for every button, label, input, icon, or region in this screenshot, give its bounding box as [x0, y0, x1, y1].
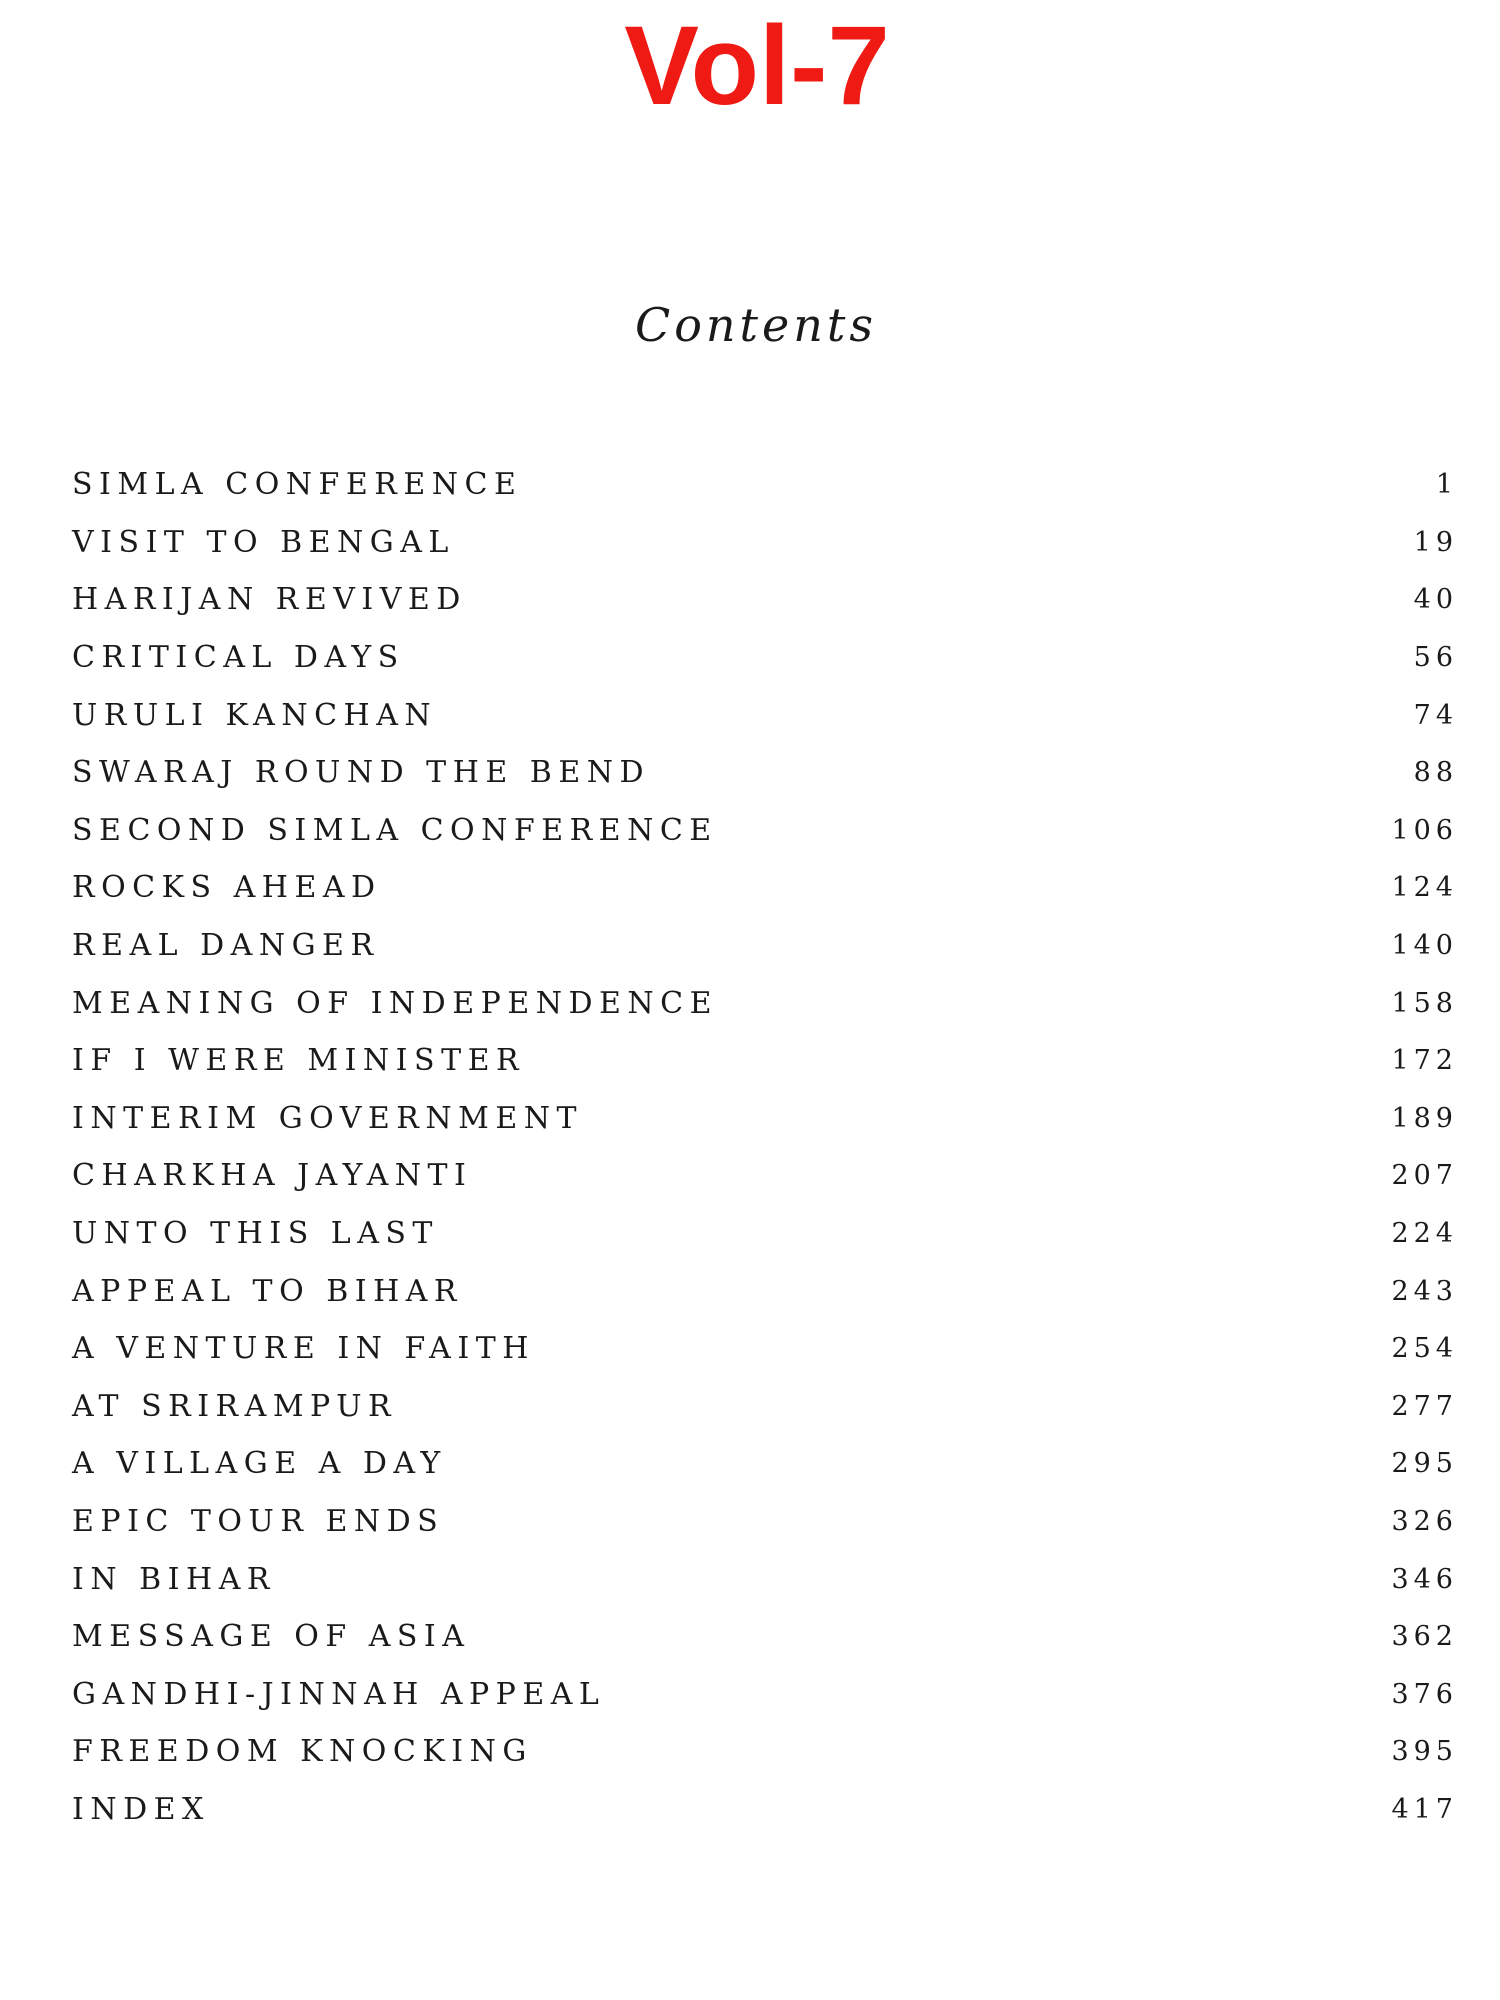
toc-entry: [72, 1205, 1458, 1263]
toc-entry-title: SIMLA CONFERENCE: [72, 467, 523, 503]
toc-entry-page-number: 140: [1391, 930, 1458, 962]
toc-entry-page-number: 106: [1391, 814, 1458, 846]
toc-entry-title: SECOND SIMLA CONFERENCE: [72, 812, 718, 848]
toc-entry-title: SWARAJ ROUND THE BEND: [72, 755, 651, 791]
toc-entry-title: CHARKHA JAYANTI: [72, 1158, 473, 1194]
toc-entry-page-number: 224: [1391, 1218, 1458, 1250]
toc-entry-page-number: 74: [1413, 699, 1458, 731]
toc-entry: [72, 1320, 1458, 1378]
toc-entry-page-number: 124: [1391, 872, 1458, 904]
toc-entry: [72, 1435, 1458, 1493]
toc-entry: [72, 456, 1458, 514]
toc-entry-page-number: 207: [1391, 1160, 1458, 1192]
toc-entry-title: IN BIHAR: [72, 1561, 276, 1597]
toc-entry-title: IF I WERE MINISTER: [72, 1043, 526, 1079]
toc-entry-page-number: 56: [1413, 642, 1458, 674]
toc-entry-title: MESSAGE OF ASIA: [72, 1619, 471, 1655]
toc-entry-title: A VILLAGE A DAY: [72, 1446, 447, 1482]
toc-entry: [72, 686, 1458, 744]
toc-entry-title: FREEDOM KNOCKING: [72, 1734, 533, 1770]
toc-entry: [72, 1090, 1458, 1148]
toc-entry-title: EPIC TOUR ENDS: [72, 1503, 445, 1539]
toc-entry-title: VISIT TO BENGAL: [72, 524, 455, 560]
table-of-contents: [72, 456, 1458, 1838]
toc-entry-title: ROCKS AHEAD: [72, 870, 382, 906]
toc-entry-page-number: 346: [1391, 1563, 1458, 1595]
toc-entry-title: REAL DANGER: [72, 928, 380, 964]
toc-entry: [72, 1665, 1458, 1723]
toc-entry-page-number: 172: [1391, 1045, 1458, 1077]
toc-entry-page-number: 1: [1435, 469, 1458, 501]
toc-entry-title: AT SRIRAMPUR: [72, 1388, 398, 1424]
contents-heading: Contents: [635, 298, 877, 352]
toc-entry-title: INTERIM GOVERNMENT: [72, 1100, 584, 1136]
toc-entry-page-number: 326: [1391, 1505, 1458, 1537]
toc-entry: [72, 571, 1458, 629]
toc-entry: [72, 1378, 1458, 1436]
toc-entry-title: URULI KANCHAN: [72, 697, 438, 733]
toc-entry-page-number: 243: [1391, 1275, 1458, 1307]
toc-entry: [72, 1262, 1458, 1320]
toc-entry: [72, 974, 1458, 1032]
toc-entry-page-number: 395: [1391, 1736, 1458, 1768]
toc-entry-title: INDEX: [72, 1791, 210, 1827]
toc-entry-title: CRITICAL DAYS: [72, 640, 405, 676]
toc-entry-page-number: 277: [1391, 1390, 1458, 1422]
toc-entry: [72, 744, 1458, 802]
toc-entry-page-number: 417: [1391, 1793, 1458, 1825]
toc-entry-title: MEANING OF INDEPENDENCE: [72, 985, 719, 1021]
toc-entry: [72, 1781, 1458, 1839]
toc-entry: [72, 1493, 1458, 1551]
toc-entry: [72, 1608, 1458, 1666]
toc-entry-page-number: 376: [1391, 1678, 1458, 1710]
toc-entry-title: APPEAL TO BIHAR: [72, 1273, 464, 1309]
toc-entry-page-number: 40: [1413, 584, 1458, 616]
toc-entry-title: HARIJAN REVIVED: [72, 582, 467, 618]
toc-entry-title: UNTO THIS LAST: [72, 1216, 439, 1252]
toc-entry: [72, 1147, 1458, 1205]
toc-entry: [72, 802, 1458, 860]
toc-entry: [72, 514, 1458, 572]
toc-entry-page-number: 189: [1391, 1102, 1458, 1134]
toc-entry-page-number: 19: [1413, 526, 1458, 558]
toc-entry: [72, 1723, 1458, 1781]
toc-entry-page-number: 88: [1413, 757, 1458, 789]
toc-entry-title: A VENTURE IN FAITH: [72, 1331, 535, 1367]
toc-entry: [72, 1032, 1458, 1090]
toc-entry: [72, 1550, 1458, 1608]
toc-entry: [72, 629, 1458, 687]
toc-entry: [72, 917, 1458, 975]
toc-entry: [72, 859, 1458, 917]
volume-label: Vol-7: [624, 3, 890, 128]
toc-entry-page-number: 158: [1391, 987, 1458, 1019]
toc-entry-page-number: 295: [1391, 1448, 1458, 1480]
toc-entry-title: GANDHI-JINNAH APPEAL: [72, 1676, 606, 1712]
toc-entry-page-number: 254: [1391, 1333, 1458, 1365]
toc-entry-page-number: 362: [1391, 1621, 1458, 1653]
